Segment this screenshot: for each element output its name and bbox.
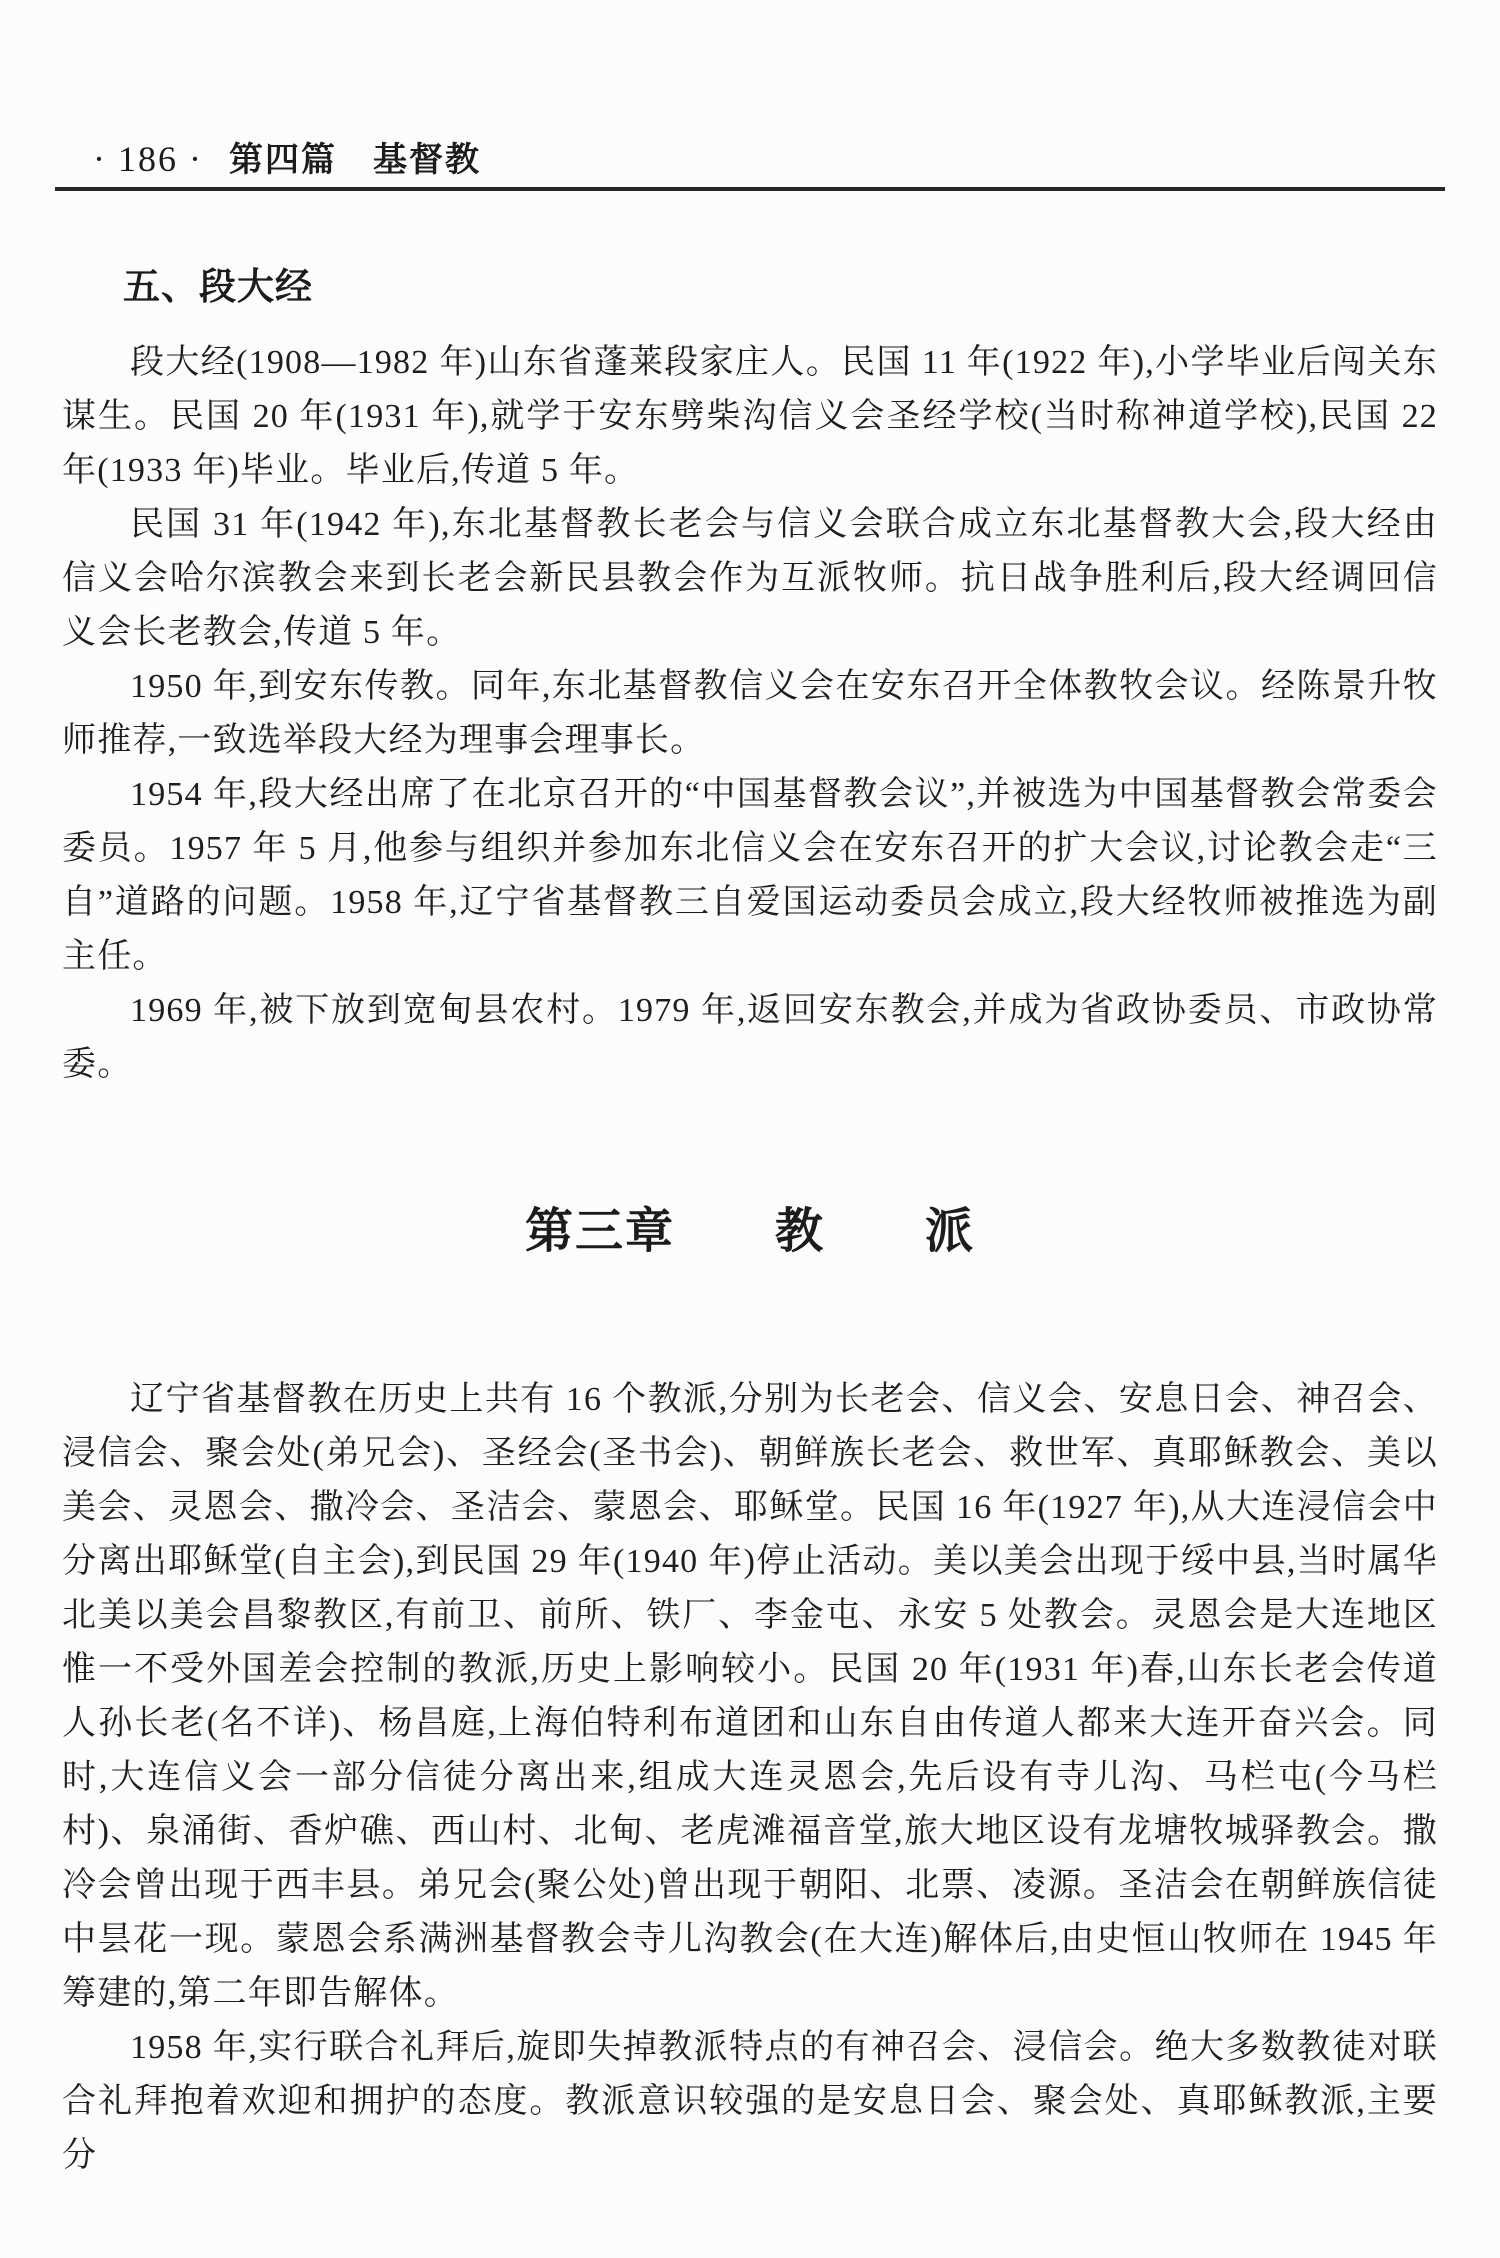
part-title: 第四篇 基督教 [228,141,481,179]
chapter-body [62,1373,1438,2183]
section-paragraph: 1969 年,被下放到宽甸县农村。1979 年,返回安东教会,并成为省政协委员、市政协常委。 [62,992,1438,1083]
chapter-paragraph: 辽宁省基督教在历史上共有 16 个教派,分别为长老会、信义会、安息日会、神召会、浸信会、聚会处(弟兄会)、圣经会(圣书会)、朝鲜族长老会、救世军、真耶稣教会、美以美会、灵恩会、撒冷会、圣洁会、蒙恩会、耶稣堂。民国 16 年(1927 年),从大连浸信会中分离出耶稣堂(自主会),到民国 29 年(1940 年)停止活动。美以美会出现于绥中县,当时属华北美以美会昌黎教区,有前卫、前所、铁厂、李金屯、永安 5 处教会。灵恩会是大连地区惟一不受外国差会控制的教派,历史上影响较小。民国 20 年(1931 年)春,山东长老会传道人孙长老(名不详)、杨昌庭,上海伯特利布道团和山东自由传道人都来大连开奋兴会。同时,大连信义会一部分信徒分离出来,组成大连灵恩会,先后设有寺儿沟、马栏屯(今马栏村)、泉涌街、香炉礁、西山村、北甸、老虎滩福音堂,旅大地区设有龙塘牧城驿教会。撒冷会曾出现于西丰县。弟兄会(聚公处)曾出现于朝阳、北票、凌源。圣洁会在朝鲜族信徒中昙花一现。蒙恩会系满洲基督教会寺儿沟教会(在大连)解体后,由史恒山牧师在 1945 年筹建的,第二年即告解体。 [62,1381,1438,2012]
chapter-heading: 第三章 教 派 [524,1205,975,1258]
section-body [62,336,1438,1092]
header-rule [55,187,1445,191]
section-paragraph: 1954 年,段大经出席了在北京召开的“中国基督教会议”,并被选为中国基督教会常委会委员。1957 年 5 月,他参与组织并参加东北信义会在安东召开的扩大会议,讨论教会走“三自”道路的问题。1958 年,辽宁省基督教三自爱国运动委员会成立,段大经牧师被推选为副主任。 [62,776,1438,975]
section-paragraph: 段大经(1908—1982 年)山东省蓬莱段家庄人。民国 11 年(1922 年),小学毕业后闯关东谋生。民国 20 年(1931 年),就学于安东劈柴沟信义会圣经学校(当时称神道学校),民国 22 年(1933 年)毕业。毕业后,传道 5 年。 [62,344,1438,489]
running-head [93,132,481,181]
chapter-paragraph: 1958 年,实行联合礼拜后,旋即失掉教派特点的有神召会、浸信会。绝大多数教徒对联合礼拜抱着欢迎和拥护的态度。教派意识较强的是安息日会、聚会处、真耶稣教派,主要分 [62,2029,1438,2174]
section-paragraph: 民国 31 年(1942 年),东北基督教长老会与信义会联合成立东北基督教大会,段大经由信义会哈尔滨教会来到长老会新民县教会作为互派牧师。抗日战争胜利后,段大经调回信义会长老教会,传道 5 年。 [62,506,1438,651]
section-heading: 五、段大经 [123,266,313,307]
section-paragraph: 1950 年,到安东传教。同年,东北基督教信义会在安东召开全体教牧会议。经陈景升牧师推荐,一致选举段大经为理事会理事长。 [62,668,1438,759]
page-number: · 186 · [93,139,203,179]
